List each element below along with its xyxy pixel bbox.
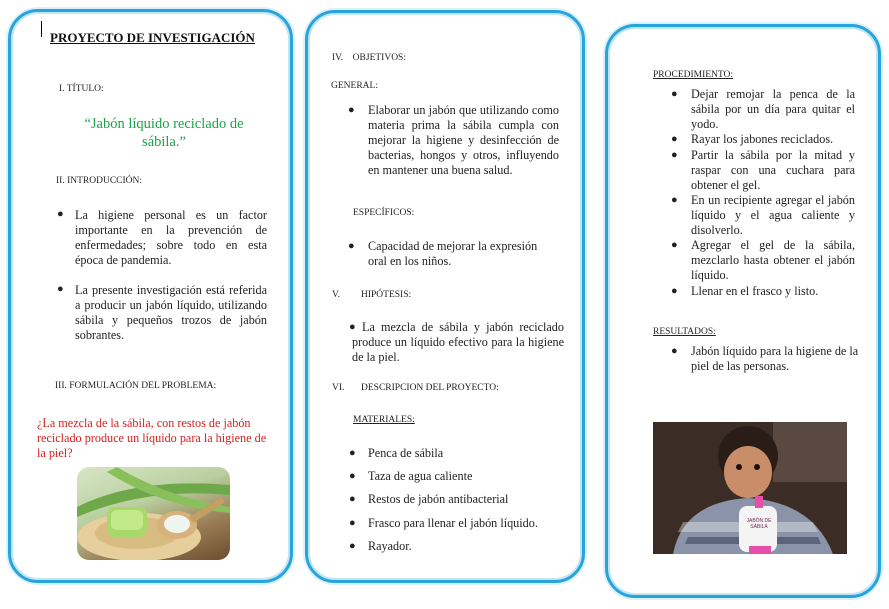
specific-objective: Capacidad de mejorar la expresión oral en los niños. [368, 239, 538, 268]
text-cursor [41, 21, 42, 37]
child-with-soap-photo [653, 422, 847, 554]
bullet-icon: ● [671, 285, 678, 297]
procedure-step: Dejar remojar la penca de la sábila por un día para quitar el yodo. [691, 87, 855, 131]
aloe-soap-photo [77, 467, 230, 560]
bullet-icon: ● [671, 133, 678, 145]
general-heading: GENERAL: [331, 81, 378, 91]
material-item: Taza de agua caliente [368, 469, 473, 483]
bullet-icon: ● [349, 470, 356, 482]
bullet-icon: ● [349, 540, 356, 552]
bullet-icon: ● [349, 493, 356, 505]
procedure-step: Llenar en el frasco y listo. [691, 284, 819, 298]
hipotesis-heading: HIPÓTESIS: [361, 290, 412, 300]
descripcion-heading: DESCRIPCION DEL PROYECTO: [361, 383, 499, 393]
objetivos-heading: IV. OBJETIVOS: [332, 53, 406, 63]
titulo-heading: I. TÍTULO: [59, 84, 104, 94]
bullet-icon: ● [349, 517, 356, 529]
procedure-step: Rayar los jabones reciclados. [691, 132, 834, 146]
materiales-heading: MATERIALES: [353, 415, 415, 425]
material-item: Frasco para llenar el jabón líquido. [368, 516, 538, 530]
bullet-icon: ● [348, 104, 355, 116]
project-title-text: “Jabón líquido reciclado de sábila.” [84, 116, 244, 150]
intro-bullet-2: La presente investigación está referida a producir un jabón líquido, utilizando sábila y pequeños trozos de jabón sobrantes. [75, 283, 267, 342]
bullet-icon: ● [671, 149, 678, 161]
hypothesis-text: La mezcla de sábila y jabón reciclado produce un líquido efectivo para la higiene de la piel. [352, 320, 564, 364]
bullet-icon: ● [57, 283, 64, 295]
bullet-icon: ● [57, 208, 64, 220]
procedure-step: Partir la sábila por la mitad y raspar con una cuchara para obtener el gel. [691, 148, 855, 192]
material-item: Rayador. [368, 539, 412, 553]
hipotesis-number: V. [332, 290, 341, 300]
introduccion-heading: II. INTRODUCCIÓN: [56, 176, 143, 186]
procedure-step: Agregar el gel de la sábila, mezclarlo hasta obtener el jabón líquido. [691, 238, 855, 282]
bullet-icon: ● [349, 447, 356, 459]
descripcion-number: VI. [332, 383, 345, 393]
bullet-icon: ● [349, 321, 356, 333]
intro-bullet-1: La higiene personal es un factor importante en la prevención de enfermedades; sobre todo en esta época de pandemia. [75, 208, 267, 267]
general-objective: Elaborar un jabón que utilizando como materia prima la sábila cumpla con mejorar la higiene y desinfección de bacterias, hongos y otros, influyendo en mantener una buena salud. [368, 103, 559, 177]
especificos-heading: ESPECÍFICOS: [353, 208, 415, 218]
bullet-icon: ● [671, 194, 678, 206]
resultados-heading: RESULTADOS: [653, 327, 716, 337]
document-title: PROYECTO DE INVESTIGACIÓN [50, 30, 255, 45]
bullet-icon: ● [671, 88, 678, 100]
procedimiento-heading: PROCEDIMIENTO: [653, 70, 734, 80]
material-item: Penca de sábila [368, 446, 444, 460]
problem-question: ¿La mezcla de la sábila, con restos de jabón reciclado produce un líquido para la higiene de la piel? [37, 416, 267, 460]
result-text: Jabón líquido para la higiene de la piel de las personas. [691, 344, 859, 373]
bullet-icon: ● [671, 345, 678, 357]
bullet-icon: ● [348, 240, 355, 252]
problema-heading: III. FORMULACIÓN DEL PROBLEMA: [55, 381, 217, 391]
bullet-icon: ● [671, 239, 678, 251]
material-item: Restos de jabón antibacterial [368, 492, 509, 506]
bottle-label: JABÓN DE SÁBILA [746, 518, 772, 530]
procedure-step: En un recipiente agregar el jabón líquido y el agua caliente y disolverlo. [691, 193, 855, 237]
